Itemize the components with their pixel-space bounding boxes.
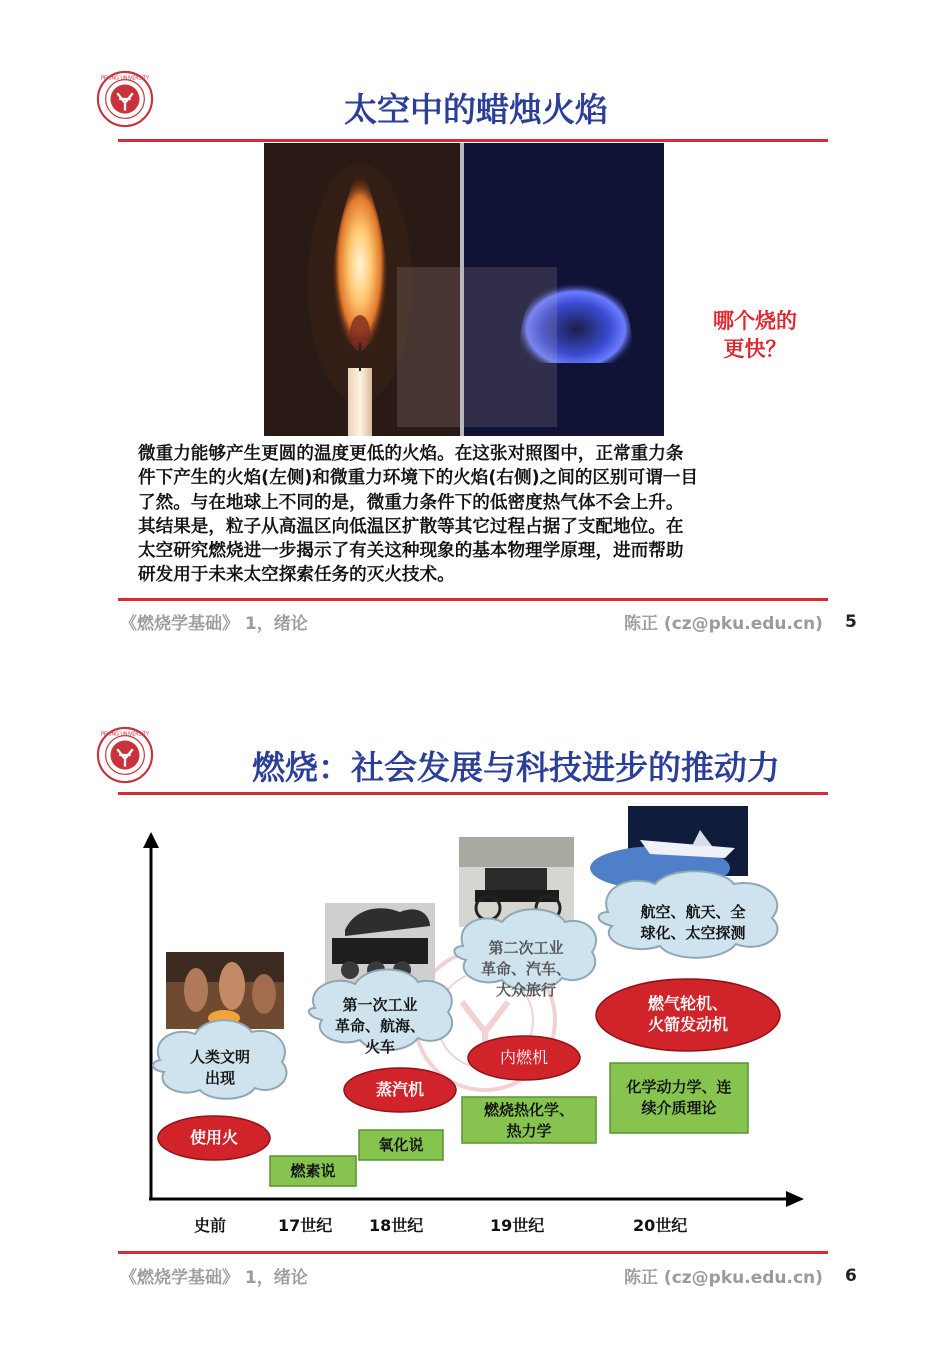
- box-text-oxidation: [359, 1135, 443, 1156]
- question-line: 更快？: [723, 337, 787, 361]
- ellipse-text-use-fire: [164, 1127, 264, 1148]
- footer-rule: [118, 598, 828, 601]
- question-callout: [700, 307, 810, 363]
- page-number: 5: [845, 612, 857, 632]
- cloud-text-civilization: [170, 1047, 270, 1089]
- question-line: 哪个烧的: [713, 309, 797, 333]
- page-title: 太空中的蜡烛火焰: [344, 90, 608, 129]
- paragraph-line: 了然。与在地球上不同的是，微重力条件下的低密度热气体不会上升。: [138, 492, 684, 513]
- footer-rule: [118, 1251, 828, 1254]
- cloud-text-aerospace: [618, 902, 768, 944]
- ellipse-text-steam-engine: [350, 1079, 450, 1100]
- box-line: 热力学: [506, 1122, 552, 1140]
- cloud-line: 革命、航海、: [334, 1017, 425, 1035]
- paragraph-line: 微重力能够产生更圆的温度更低的火焰。在这张对照图中，正常重力条: [138, 444, 684, 464]
- svg-text:PEKING UNIVERSITY: PEKING UNIVERSITY: [100, 76, 150, 82]
- paragraph-line: 其结果是，粒子从高温区向低温区扩散等其它过程占据了支配地位。在: [138, 516, 684, 537]
- timeline-label: 史前: [194, 1216, 227, 1235]
- timeline-label: 17世纪: [278, 1216, 333, 1235]
- footer-author: 陈正 (cz@pku.edu.cn): [624, 614, 823, 634]
- y-axis-arrow: [143, 832, 159, 848]
- ellipse-text-gas-turbine: [618, 993, 758, 1035]
- x-axis-arrow: [786, 1191, 804, 1207]
- box-line: 燃素说: [290, 1162, 336, 1180]
- cloud-line: 第二次工业: [488, 939, 564, 957]
- paragraph-line: 研发用于未来太空探索任务的灭火技术。: [138, 565, 455, 586]
- ellipse-line: 蒸汽机: [375, 1080, 424, 1099]
- page-number: 6: [845, 1266, 857, 1286]
- box-line: 续介质理论: [641, 1099, 717, 1117]
- box-line: 化学动力学、连: [626, 1078, 732, 1096]
- footer-course: 《燃烧学基础》 1，绪论: [120, 1268, 308, 1288]
- box-text-kinetics: [610, 1077, 748, 1119]
- ellipse-line: 燃气轮机、: [647, 994, 728, 1013]
- ellipse-text-ic-engine: [474, 1047, 574, 1068]
- cloud-line: 第一次工业: [342, 996, 418, 1014]
- prehistoric-people-photo: [166, 952, 284, 1029]
- cloud-line: 人类文明: [189, 1048, 250, 1066]
- ellipse-line: 火箭发动机: [647, 1015, 728, 1034]
- ellipse-line: 使用火: [189, 1128, 238, 1147]
- timeline-label: 19世纪: [490, 1216, 545, 1235]
- footer-course: 《燃烧学基础》 1，绪论: [120, 614, 308, 634]
- title-rule: [118, 139, 828, 142]
- cloud-line: 火车: [364, 1038, 395, 1056]
- svg-text:PEKING UNIVERSITY: PEKING UNIVERSITY: [100, 732, 150, 738]
- body-paragraph: [138, 442, 818, 588]
- slide-6: [0, 690, 952, 1347]
- paragraph-line: 件下产生的火焰(左侧)和微重力环境下的火焰(右侧)之间的区别可谓一目: [138, 468, 698, 489]
- timeline-label: 20世纪: [633, 1216, 688, 1235]
- slide-5: [0, 0, 952, 660]
- box-text-thermochemistry: [462, 1100, 596, 1142]
- cloud-text-second-industrial: [466, 938, 586, 1001]
- cloud-line: 球化、太空探测: [640, 924, 746, 942]
- cloud-line: 革命、汽车、: [480, 960, 571, 978]
- box-text-phlogiston: [270, 1161, 356, 1182]
- ellipse-line: 内燃机: [499, 1048, 548, 1067]
- timeline-label: 18世纪: [369, 1216, 424, 1235]
- footer-author: 陈正 (cz@pku.edu.cn): [624, 1268, 823, 1288]
- page-title: 燃烧：社会发展与科技进步的推动力: [252, 748, 780, 787]
- box-line: 燃烧热化学、: [483, 1101, 574, 1119]
- box-line: 氧化说: [378, 1136, 424, 1154]
- cloud-line: 航空、航天、全: [640, 903, 746, 921]
- paragraph-line: 太空研究燃烧进一步揭示了有关这种现象的基本物理学原理，进而帮助: [138, 541, 684, 562]
- candle-flame-photo: [264, 143, 664, 436]
- cloud-line: 出现: [204, 1069, 235, 1087]
- cloud-text-first-industrial: [318, 995, 442, 1058]
- cloud-line: 大众旅行: [495, 981, 556, 999]
